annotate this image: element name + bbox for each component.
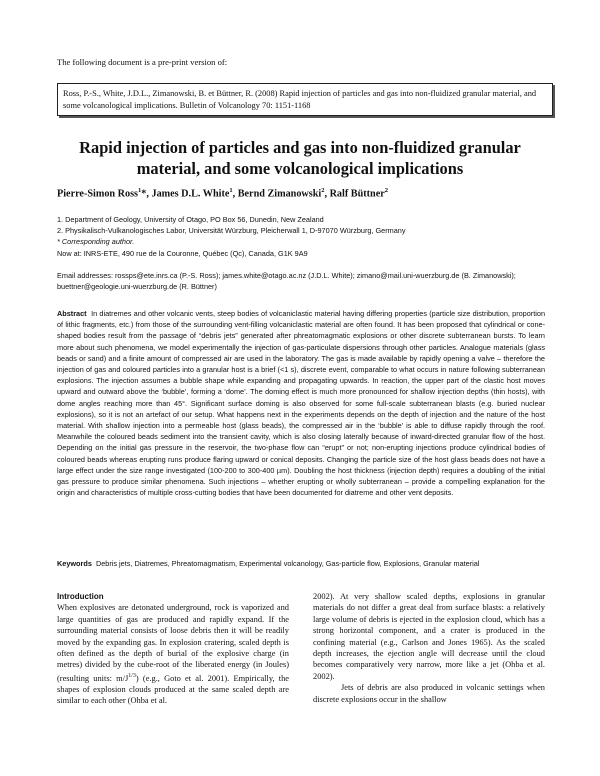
email-addresses: Email addresses: rossps@ete.inrs.ca (P.-S. Ross); james.white@otago.ac.nz (J.D.L. White); zimano@mail.uni-wuerzburg.de (B. Zimanowski); buettner@geologie.uni-wuerzburg.de (R. Büttner) — [57, 271, 516, 292]
author-affil-mark: 1 — [229, 187, 233, 194]
author-separator: , — [324, 188, 330, 200]
paper-title — [40, 137, 560, 179]
author-zimanowski: Bernd Zimanowski — [237, 188, 322, 200]
body-column-left — [57, 591, 289, 707]
author-list — [57, 187, 388, 199]
affiliations — [57, 214, 547, 259]
author-affil-mark: 2 — [384, 187, 389, 194]
title-line-2: material, and some volcanological implications — [136, 159, 464, 178]
author-buttner: Ralf Büttner — [329, 188, 385, 200]
units-exponent: 1/3 — [128, 672, 136, 679]
corresponding-author-note: * Corresponding author. — [57, 237, 135, 247]
author-ross: Pierre-Simon Ross — [57, 188, 139, 200]
intro-paragraph-1 — [57, 602, 289, 706]
citation-box: Ross, P.-S., White, J.D.L., Zimanowski, B. et Büttner, R. (2008) Rapid injection of particles and gas into non-fluidized granular material, and some volcanological implications. Bulletin of Volcanology 70: 1151-1168 — [57, 83, 553, 116]
title-line-1: Rapid injection of particles and gas into non-fluidized granular — [79, 138, 521, 157]
affiliation-2: 2. Physikalisch-Vulkanologisches Labor, Universität Würzburg, Pleicherwall 1, D-97070 Würzburg, Germany — [57, 226, 406, 236]
intro-text-continued: ) (e.g., Goto et al. 2001). Empirically, the shapes of explosion clouds produced at the same scaled depth are similar to each other (Ohba et al. — [57, 673, 289, 706]
intro-paragraph-1-continued: 2002). At very shallow scaled depths, explosions in granular materials do not differ a great deal from surface blasts: a relatively large volume of debris is ejected in the explosion cloud, which has a strong horizontal component, and a crater is produced in the confining material (e.g., Carlson and Jones 1965). As the scaled depth increases, the ejection angle will decrease until the cloud becomes comparatively very narrow, more like a jet (Ohba et al. 2002). — [313, 592, 545, 681]
section-heading-introduction: Introduction — [57, 592, 104, 601]
abstract — [57, 308, 545, 498]
author-white: James D.L. White — [151, 188, 230, 200]
body-column-right — [313, 591, 545, 705]
author-separator: , — [232, 188, 238, 200]
author-affil-mark: 1 — [138, 187, 142, 194]
intro-paragraph-2: Jets of debris are also produced in volcanic settings when discrete explosions occur in the shallow — [313, 683, 545, 704]
affiliation-1: 1. Department of Geology, University of Otago, PO Box 56, Dunedin, New Zealand — [57, 215, 324, 224]
keywords-text: Debris jets, Diatremes, Phreatomagmatism, Experimental volcanology, Gas-particle flow, Explosions, Granular material — [95, 559, 480, 568]
keywords-label: Keywords — [57, 559, 92, 568]
abstract-text: In diatremes and other volcanic vents, steep bodies of volcaniclastic material having differing properties (particle size distribution, proportion of lithic fragments, etc.) from those of the surrounding vent-filling volcaniclastic material are often found. It has been proposed that cylindrical or cone-shaped bodies result from the passage of “debris jets” generated after phreatomagmatic explosions or other discrete subterranean bursts. To learn more about such phenomena, we model experimentally the injection of gas-particulate dispersions through other particles. Analogue materials (glass beads or sand) and a finite amount of compressed air are used in the laboratory. The gas is made available by rapidly opening a valve – therefore the injection of gas and coloured particles into a granular host is a brief (<1 s), discrete event, comparable to what occurs in nature following subterranean explosions. The injection assumes a bubble shape while expanding and propagating upwards. In reaction, the upper part of the clastic host moves upward and outward above the ‘bubble’, forming a ‘dome’. The doming effect is much more pronounced for shallow injection depths (thin hosts), with dome angles reaching more than 45°. Significant surface doming is also observed for some full-scale subterranean blasts (e.g. buried nuclear explosions), so it is not an artefact of our setup. What happens next in the experiments depends on the depth of injection and the nature of the host material. With shallow injection into a permeable host (glass beads), the compressed air in the ‘bubble’ is able to diffuse rapidly through the roof. Meanwhile the coloured beads sediment into the transient cavity, which is also closing laterally because of inward-directed granular flow of the host. Depending on the initial gas pressure in the reservoir, the two-phase flow can “erupt” or not; non-erupting injections produce cylindrical bodies of coloured beads whereas erupting runs produce flaring upward or conical deposits. Changing the particle size of the host glass beads does not have a large effect under the size range investigated (100-200 to 300-400 µm). Doubling the host thickness (injection depth) requires a doubling of the initial gas pressure to produce similar phenomena. Such injections – whether erupting or wholly subterranean – provide a compelling explanation for the origin and characteristics of multiple cross-cutting bodies that have been documented for diatreme and other vent deposits. — [57, 309, 545, 498]
keywords — [57, 558, 545, 569]
abstract-label: Abstract — [57, 309, 87, 318]
corresponding-mark: *, — [141, 188, 152, 200]
current-address: Now at: INRS-ETE, 490 rue de la Couronne, Québec (Qc), Canada, G1K 9A9 — [57, 248, 308, 258]
author-affil-mark: 2 — [321, 187, 325, 194]
intro-text: When explosives are detonated underground, rock is vaporized and large quantities of gas are produced and rapidly expand. If the surrounding material consists of loose debris then it will be readily moved by the expanding gas. In explosion cratering, scaled depth is often defined as the depth of burial of the explosive charge (in metres) divided by the cube-root of the liberated energy (in Joules) (resulting units: m/J — [57, 603, 289, 683]
preprint-notice: The following document is a pre-print version of: — [57, 57, 228, 67]
